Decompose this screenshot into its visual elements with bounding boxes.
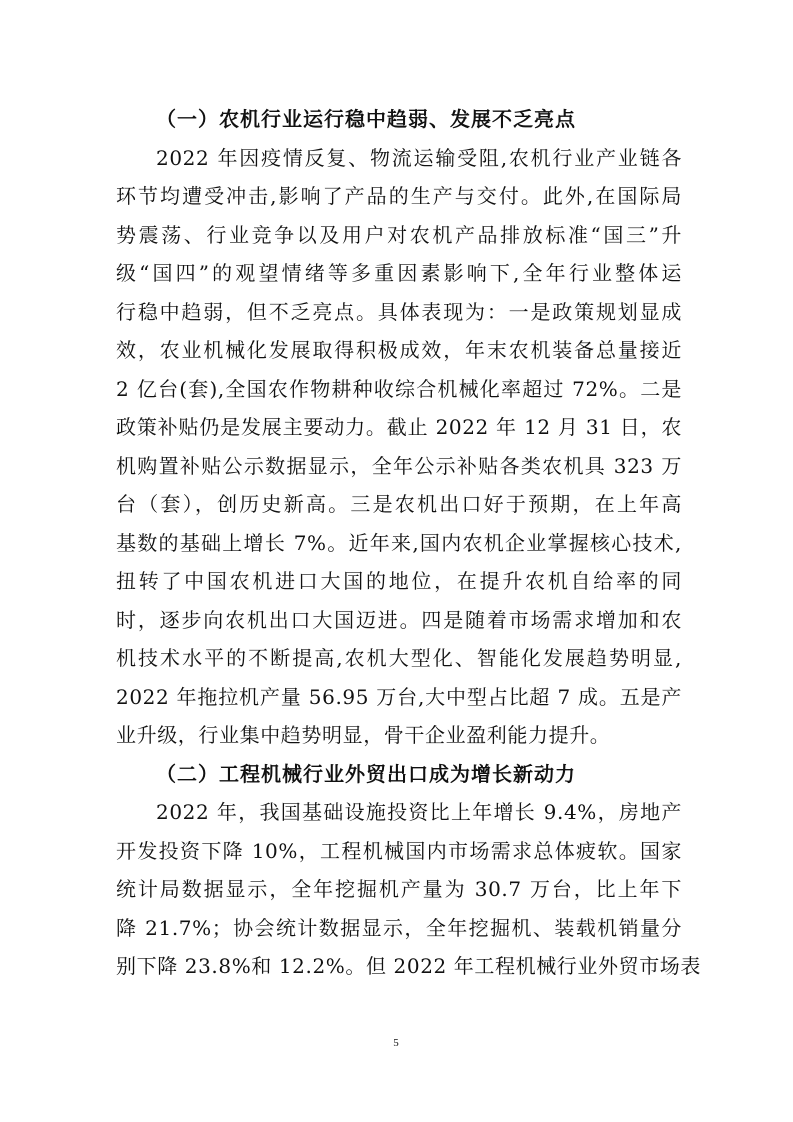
paragraph-line: 政策补贴仍是发展主要动力。截止 2022 年 12 月 31 日，农 xyxy=(116,415,682,439)
paragraph-line: 扭转了中国农机进口大国的地位，在提升农机自给率的同 xyxy=(116,569,682,593)
page-number: 5 xyxy=(393,1037,399,1049)
paragraph-line: 时，逐步向农机出口大国迈进。四是随着市场需求增加和农 xyxy=(116,608,682,632)
paragraph-line: 2 亿台(套),全国农作物耕种收综合机械化率超过 72%。二是 xyxy=(116,377,682,401)
paragraph-line: 别下降 23.8%和 12.2%。但 2022 年工程机械行业外贸市场表 xyxy=(116,954,701,978)
paragraph-line: 2022 年，我国基础设施投资比上年增长 9.4%，房地产 xyxy=(156,800,682,824)
section-heading-1: （一）农机行业运行稳中趋弱、发展不乏亮点 xyxy=(156,107,576,131)
paragraph-line: 基数的基础上增长 7%。近年来,国内农机企业掌握核心技术, xyxy=(116,531,682,555)
paragraph-line: 级“国四”的观望情绪等多重因素影响下,全年行业整体运 xyxy=(116,261,682,285)
paragraph-line-last: 业升级，行业集中趋势明显，骨干企业盈利能力提升。 xyxy=(116,723,611,747)
paragraph-line: 开发投资下降 10%，工程机械国内市场需求总体疲软。国家 xyxy=(116,839,682,863)
paragraph-line: 2022 年拖拉机产量 56.95 万台,大中型占比超 7 成。五是产 xyxy=(116,685,682,709)
paragraph-line: 机购置补贴公示数据显示，全年公示补贴各类农机具 323 万 xyxy=(116,454,682,478)
paragraph-line: 环节均遭受冲击,影响了产品的生产与交付。此外,在国际局 xyxy=(116,184,682,208)
paragraph-line: 行稳中趋弱，但不乏亮点。具体表现为：一是政策规划显成 xyxy=(116,300,682,324)
paragraph-line: 势震荡、行业竞争以及用户对农机产品排放标准“国三”升 xyxy=(116,223,682,247)
paragraph-line: 统计局数据显示，全年挖掘机产量为 30.7 万台，比上年下 xyxy=(116,877,682,901)
paragraph-line: 2022 年因疫情反复、物流运输受阻,农机行业产业链各 xyxy=(156,146,682,170)
paragraph-line: 机技术水平的不断提高,农机大型化、智能化发展趋势明显, xyxy=(116,646,682,670)
section-heading-2: （二）工程机械行业外贸出口成为增长新动力 xyxy=(156,762,576,786)
paragraph-line: 台（套），创历史新高。三是农机出口好于预期，在上年高 xyxy=(116,492,682,516)
paragraph-line: 效，农业机械化发展取得积极成效，年末农机装备总量接近 xyxy=(116,338,682,362)
paragraph-line: 降 21.7%；协会统计数据显示，全年挖掘机、装载机销量分 xyxy=(116,916,682,940)
